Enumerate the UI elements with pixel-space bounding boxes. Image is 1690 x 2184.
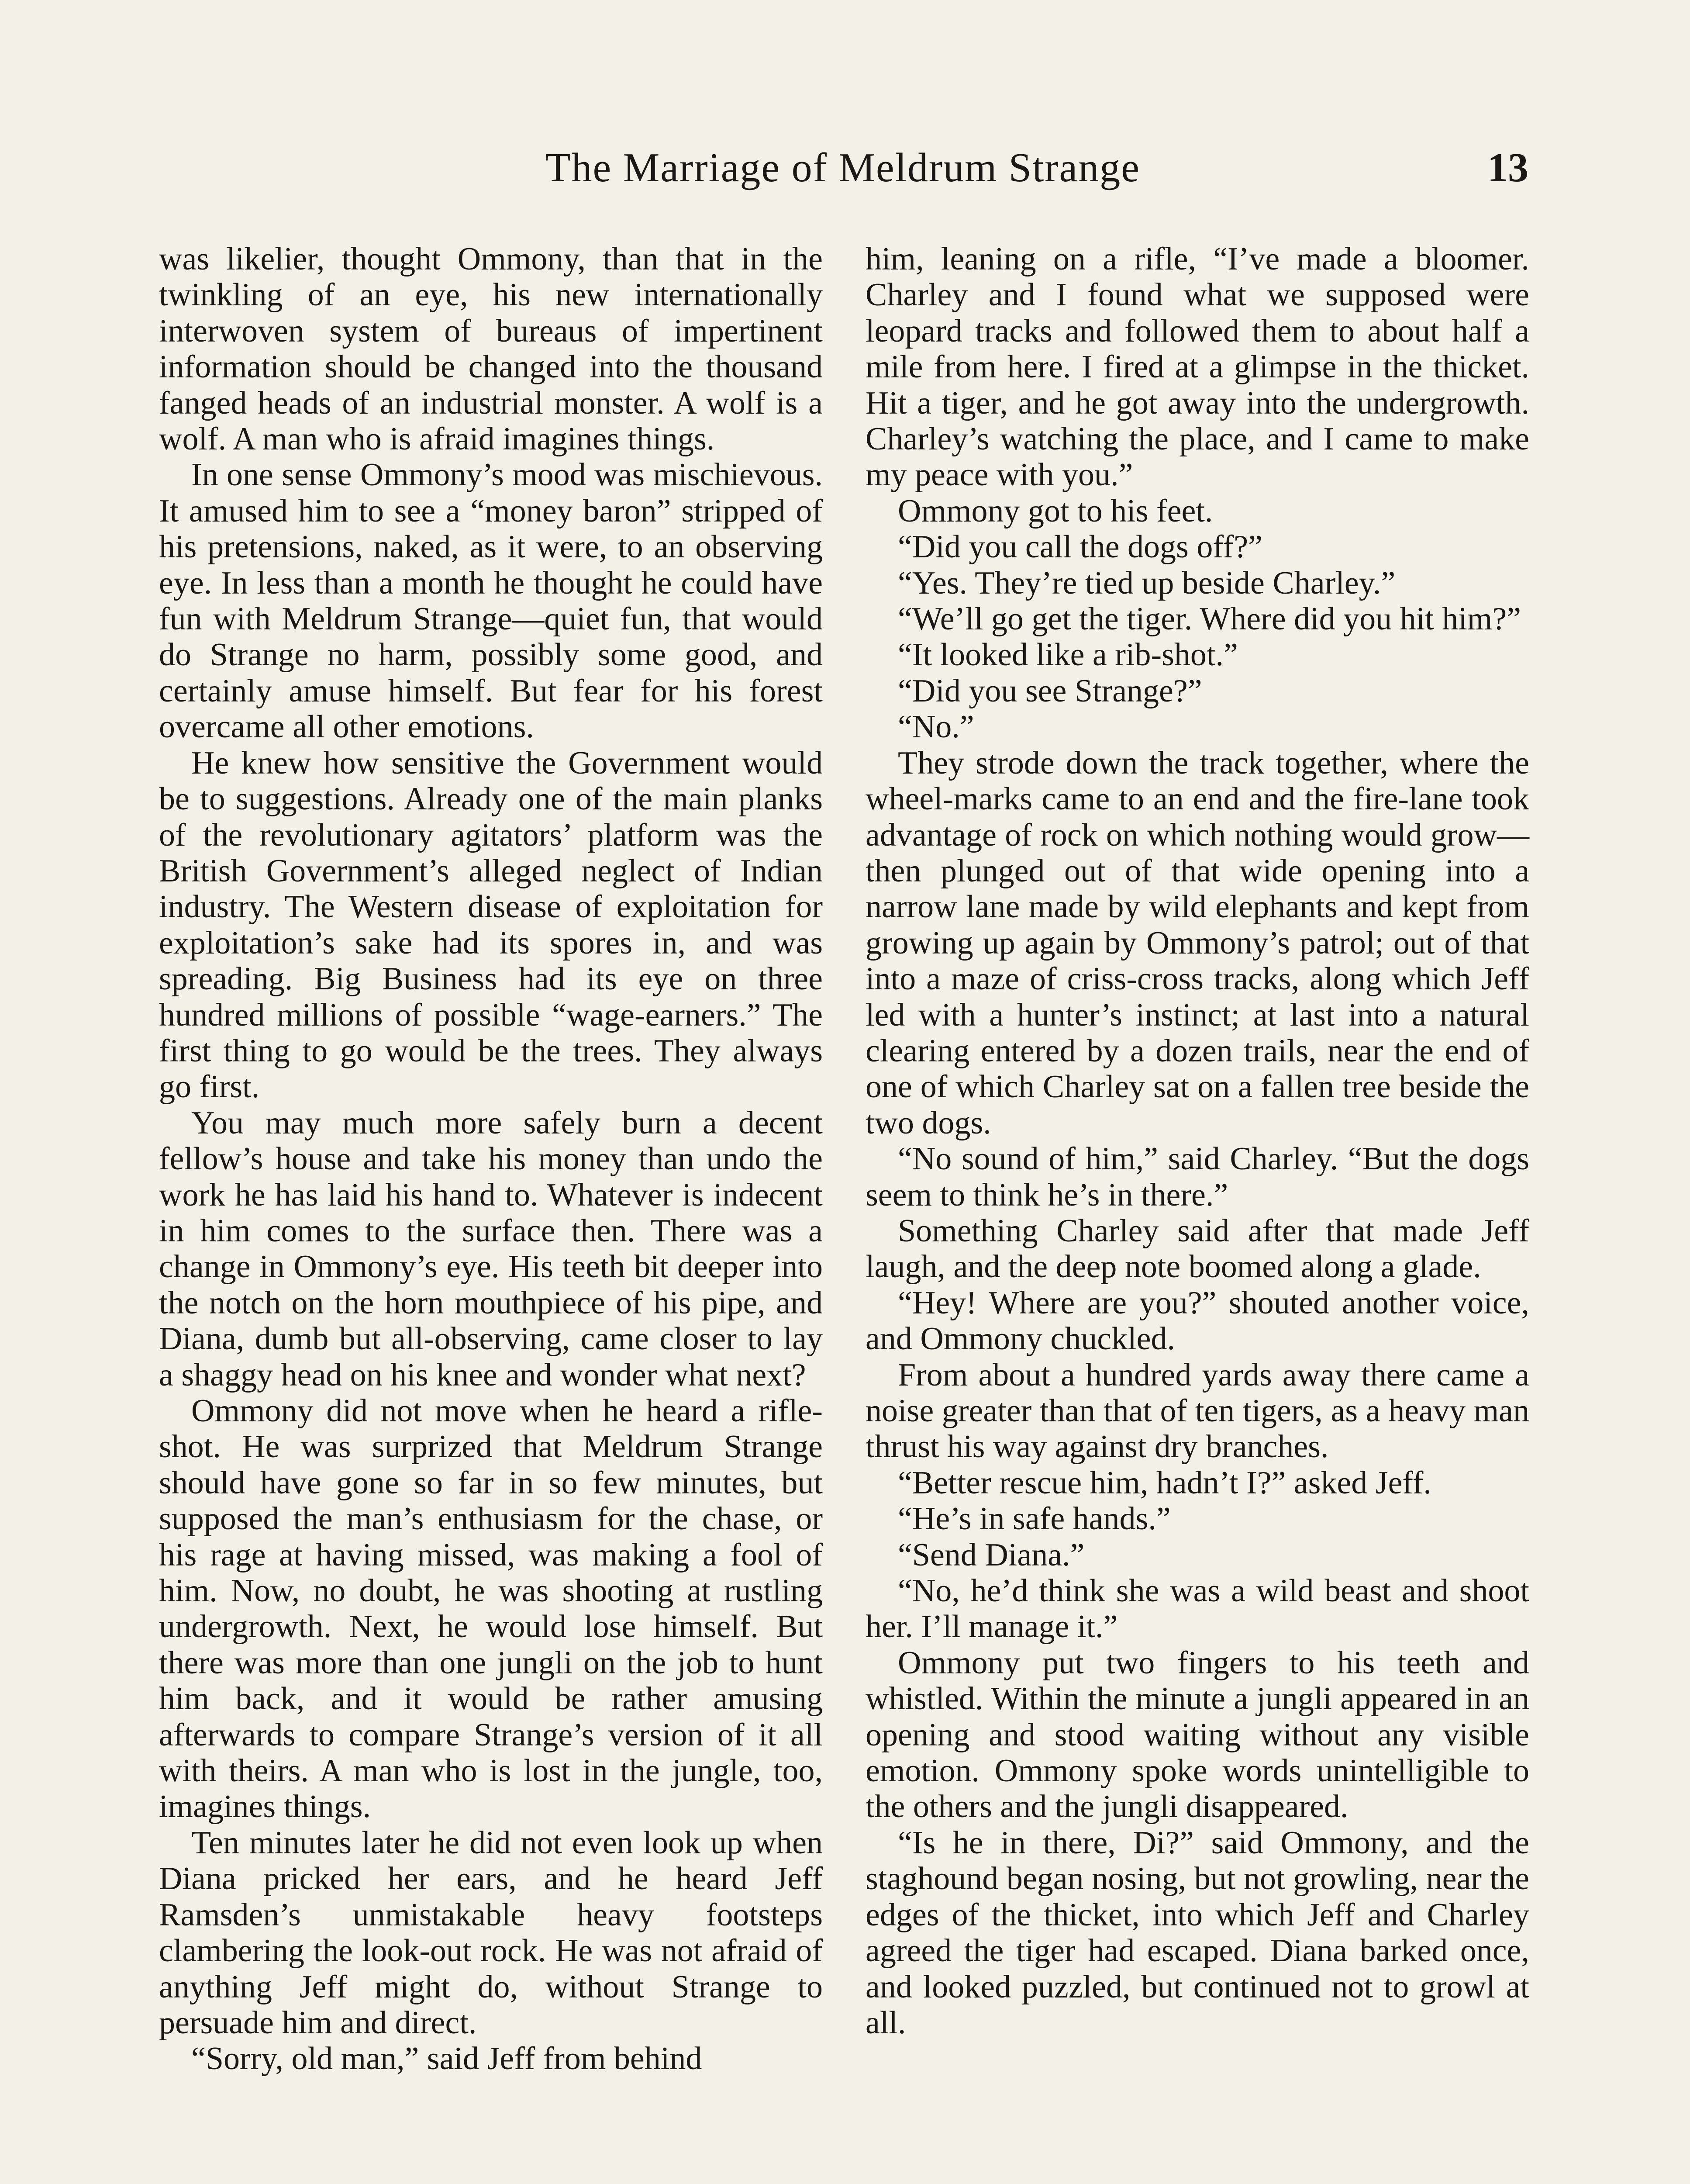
page-header [157, 144, 1528, 210]
paragraph: “It looked like a rib-shot.” [898, 637, 1238, 673]
paragraph: “No.” [898, 709, 974, 745]
paragraph: Ten minutes later he did not even look up when Diana pricked her ears, and he heard Jeff Ramsden’s unmistakable heavy footsteps clambering the look-out rock. He was not afraid of anything Jeff might do, without Strange to persuade him and direct. [159, 1825, 823, 2041]
paragraph: “We’ll go get the tiger. Where did you hit him?” [898, 601, 1521, 637]
paragraph: “Better rescue him, hadn’t I?” asked Jeff. [898, 1465, 1431, 1501]
paragraph: In one sense Ommony’s mood was mischievous. It amused him to see a “money baron” stripped of his pretensions, naked, as it were, to an observing eye. In less than a month he thought he could have fun with Meldrum Strange—quiet fun, that would do Strange no harm, possibly some good, and certainly amuse himself. But fear for his forest overcame all other emotions. [159, 457, 823, 745]
paragraph: “No, he’d think she was a wild beast and shoot her. I’ll manage it.” [866, 1573, 1529, 1645]
paragraph: You may much more safely burn a decent fellow’s house and take his money than undo the work he has laid his hand to. Whatever is indecent in him comes to the surface then. There was a change in Ommony’s eye. His teeth bit deeper into the notch on the horn mouthpiece of his pipe, and Diana, dumb but all-observing, came closer to lay a shaggy head on his knee and wonder what next? [159, 1105, 823, 1393]
running-title: The Marriage of Meldrum Strange [545, 145, 1140, 190]
paragraph: “Did you call the dogs off?” [898, 529, 1262, 565]
paragraph: him, leaning on a rifle, “I’ve made a bloomer. Charley and I found what we supposed were leopard tracks and followed them to about half a mile from here. I fired at a glimpse in the thicket. Hit a tiger, and he got away into the undergrowth. Charley’s watching the place, and I came to make my peace with you.” [866, 241, 1529, 493]
paragraph: He knew how sensitive the Government would be to suggestions. Already one of the main planks of the revolutionary agitators’ platform was the British Government’s alleged neglect of Indian industry. The Western disease of exploitation for exploitation’s sake had its spores in, and was spreading. Big Business had its eye on three hundred millions of possible “wage-earners.” The first thing to go would be the trees. They always go first. [159, 745, 823, 1105]
paragraph: From about a hundred yards away there came a noise greater than that of ten tigers, as a heavy man thrust his way against dry branches. [866, 1357, 1529, 1465]
paragraph: Something Charley said after that made Jeff laugh, and the deep note boomed along a glade. [866, 1213, 1529, 1285]
page-number: 13 [1487, 145, 1528, 190]
paragraph: “He’s in safe hands.” [898, 1501, 1171, 1537]
paragraph: Ommony put two fingers to his teeth and whistled. Within the minute a jungli appeared in an opening and stood waiting without any visible emotion. Ommony spoke words unintelligible to the others and the jungli disappeared. [866, 1645, 1529, 1825]
paragraph: Ommony got to his feet. [898, 493, 1213, 529]
paragraph: “Hey! Where are you?” shouted another voice, and Ommony chuckled. [866, 1285, 1529, 1357]
paragraph: They strode down the track together, where the wheel-marks came to an end and the fire-lane took advantage of rock on which nothing would grow—then plunged out of that wide opening into a narrow lane made by wild elephants and kept from growing up again by Ommony’s patrol; out of that into a maze of criss-cross tracks, along which Jeff led with a hunter’s instinct; at last into a natural clearing entered by a dozen trails, near the end of one of which Charley sat on a fallen tree beside the two dogs. [866, 745, 1529, 1141]
paragraph: “Did you see Strange?” [898, 673, 1202, 709]
left-text-column [159, 241, 823, 2077]
right-text-column [866, 241, 1529, 2041]
paragraph: “No sound of him,” said Charley. “But the dogs seem to think he’s in there.” [866, 1141, 1529, 1213]
paragraph: “Is he in there, Di?” said Ommony, and the staghound began nosing, but not growling, near the edges of the thicket, into which Jeff and Charley agreed the tiger had escaped. Diana barked once, and looked puzzled, but continued not to growl at all. [866, 1825, 1529, 2041]
paragraph: “Send Diana.” [898, 1537, 1085, 1573]
paragraph: “Sorry, old man,” said Jeff from behind [191, 2041, 702, 2077]
paragraph: was likelier, thought Ommony, than that in the twinkling of an eye, his new internationally interwoven system of bureaus of impertinent information should be changed into the thousand fanged heads of an industrial monster. A wolf is a wolf. A man who is afraid imagines things. [159, 241, 823, 457]
paragraph: “Yes. They’re tied up beside Charley.” [898, 565, 1396, 601]
paragraph: Ommony did not move when he heard a rifle-shot. He was surprized that Meldrum Strange should have gone so far in so few minutes, but supposed the man’s enthusiasm for the chase, or his rage at having missed, was making a fool of him. Now, no doubt, he was shooting at rustling undergrowth. Next, he would lose himself. But there was more than one jungli on the job to hunt him back, and it would be rather amusing afterwards to compare Strange’s version of it all with theirs. A man who is lost in the jungle, too, imagines things. [159, 1393, 823, 1825]
